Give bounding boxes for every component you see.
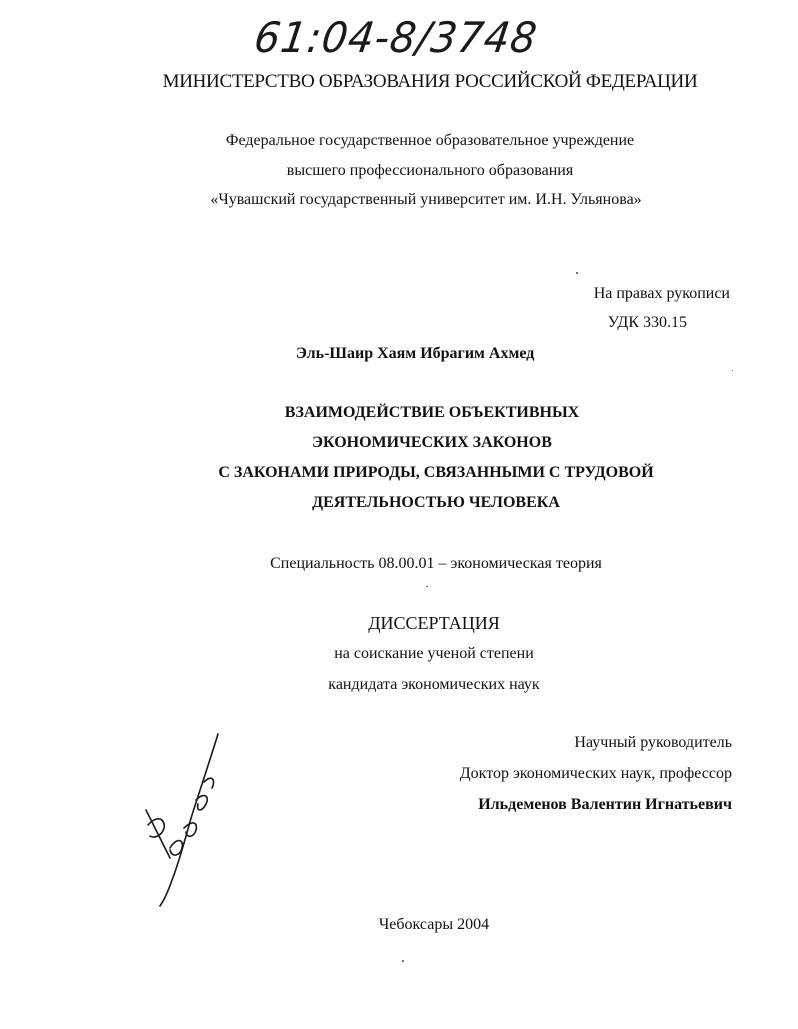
specialty-line: Специальность 08.00.01 – экономическая теория — [270, 555, 602, 572]
title-line-1: ВЗАИМОДЕЙСТВИЕ ОБЪЕКТИВНЫХ — [284, 404, 580, 421]
manuscript-rights-notice: На правах рукописи — [593, 285, 730, 302]
degree-line-2: кандидата экономических наук — [328, 676, 540, 693]
supervisor-name: Ильдеменов Валентин Игнатьевич — [478, 796, 732, 813]
institution-line-2: высшего профессионального образования — [286, 162, 574, 179]
scan-speck — [732, 370, 733, 371]
city-and-year: Чебоксары 2004 — [378, 916, 490, 933]
institution-line-3: «Чувашский государственный университет им. И.Н. Ульянова» — [210, 191, 642, 208]
ministry-heading: МИНИСТЕРСТВО ОБРАЗОВАНИЯ РОССИЙСКОЙ ФЕДЕРАЦИИ — [162, 71, 698, 92]
supervisor-label: Научный руководитель — [574, 734, 732, 751]
udk-code: УДК 330.15 — [607, 314, 687, 331]
supervisor-title: Доктор экономических наук, профессор — [459, 765, 732, 782]
scan-speck — [402, 960, 404, 962]
title-line-3: С ЗАКОНАМИ ПРИРОДЫ, СВЯЗАННЫМИ С ТРУДОВОЙ — [218, 464, 654, 481]
scan-speck — [576, 272, 578, 274]
institution-line-1: Федеральное государственное образовательное учреждение — [225, 132, 635, 149]
document-type: ДИССЕРТАЦИЯ — [368, 613, 500, 633]
handwritten-signature — [140, 730, 230, 910]
handwritten-call-number: 61:04-8/3748 — [251, 14, 541, 63]
degree-line-1: на соискание ученой степени — [334, 645, 534, 662]
title-line-2: ЭКОНОМИЧЕСКИХ ЗАКОНОВ — [312, 434, 552, 451]
title-line-4: ДЕЯТЕЛЬНОСТЬЮ ЧЕЛОВЕКА — [312, 494, 560, 511]
scan-speck — [426, 586, 428, 587]
author-name: Эль-Шаир Хаям Ибрагим Ахмед — [296, 345, 535, 362]
